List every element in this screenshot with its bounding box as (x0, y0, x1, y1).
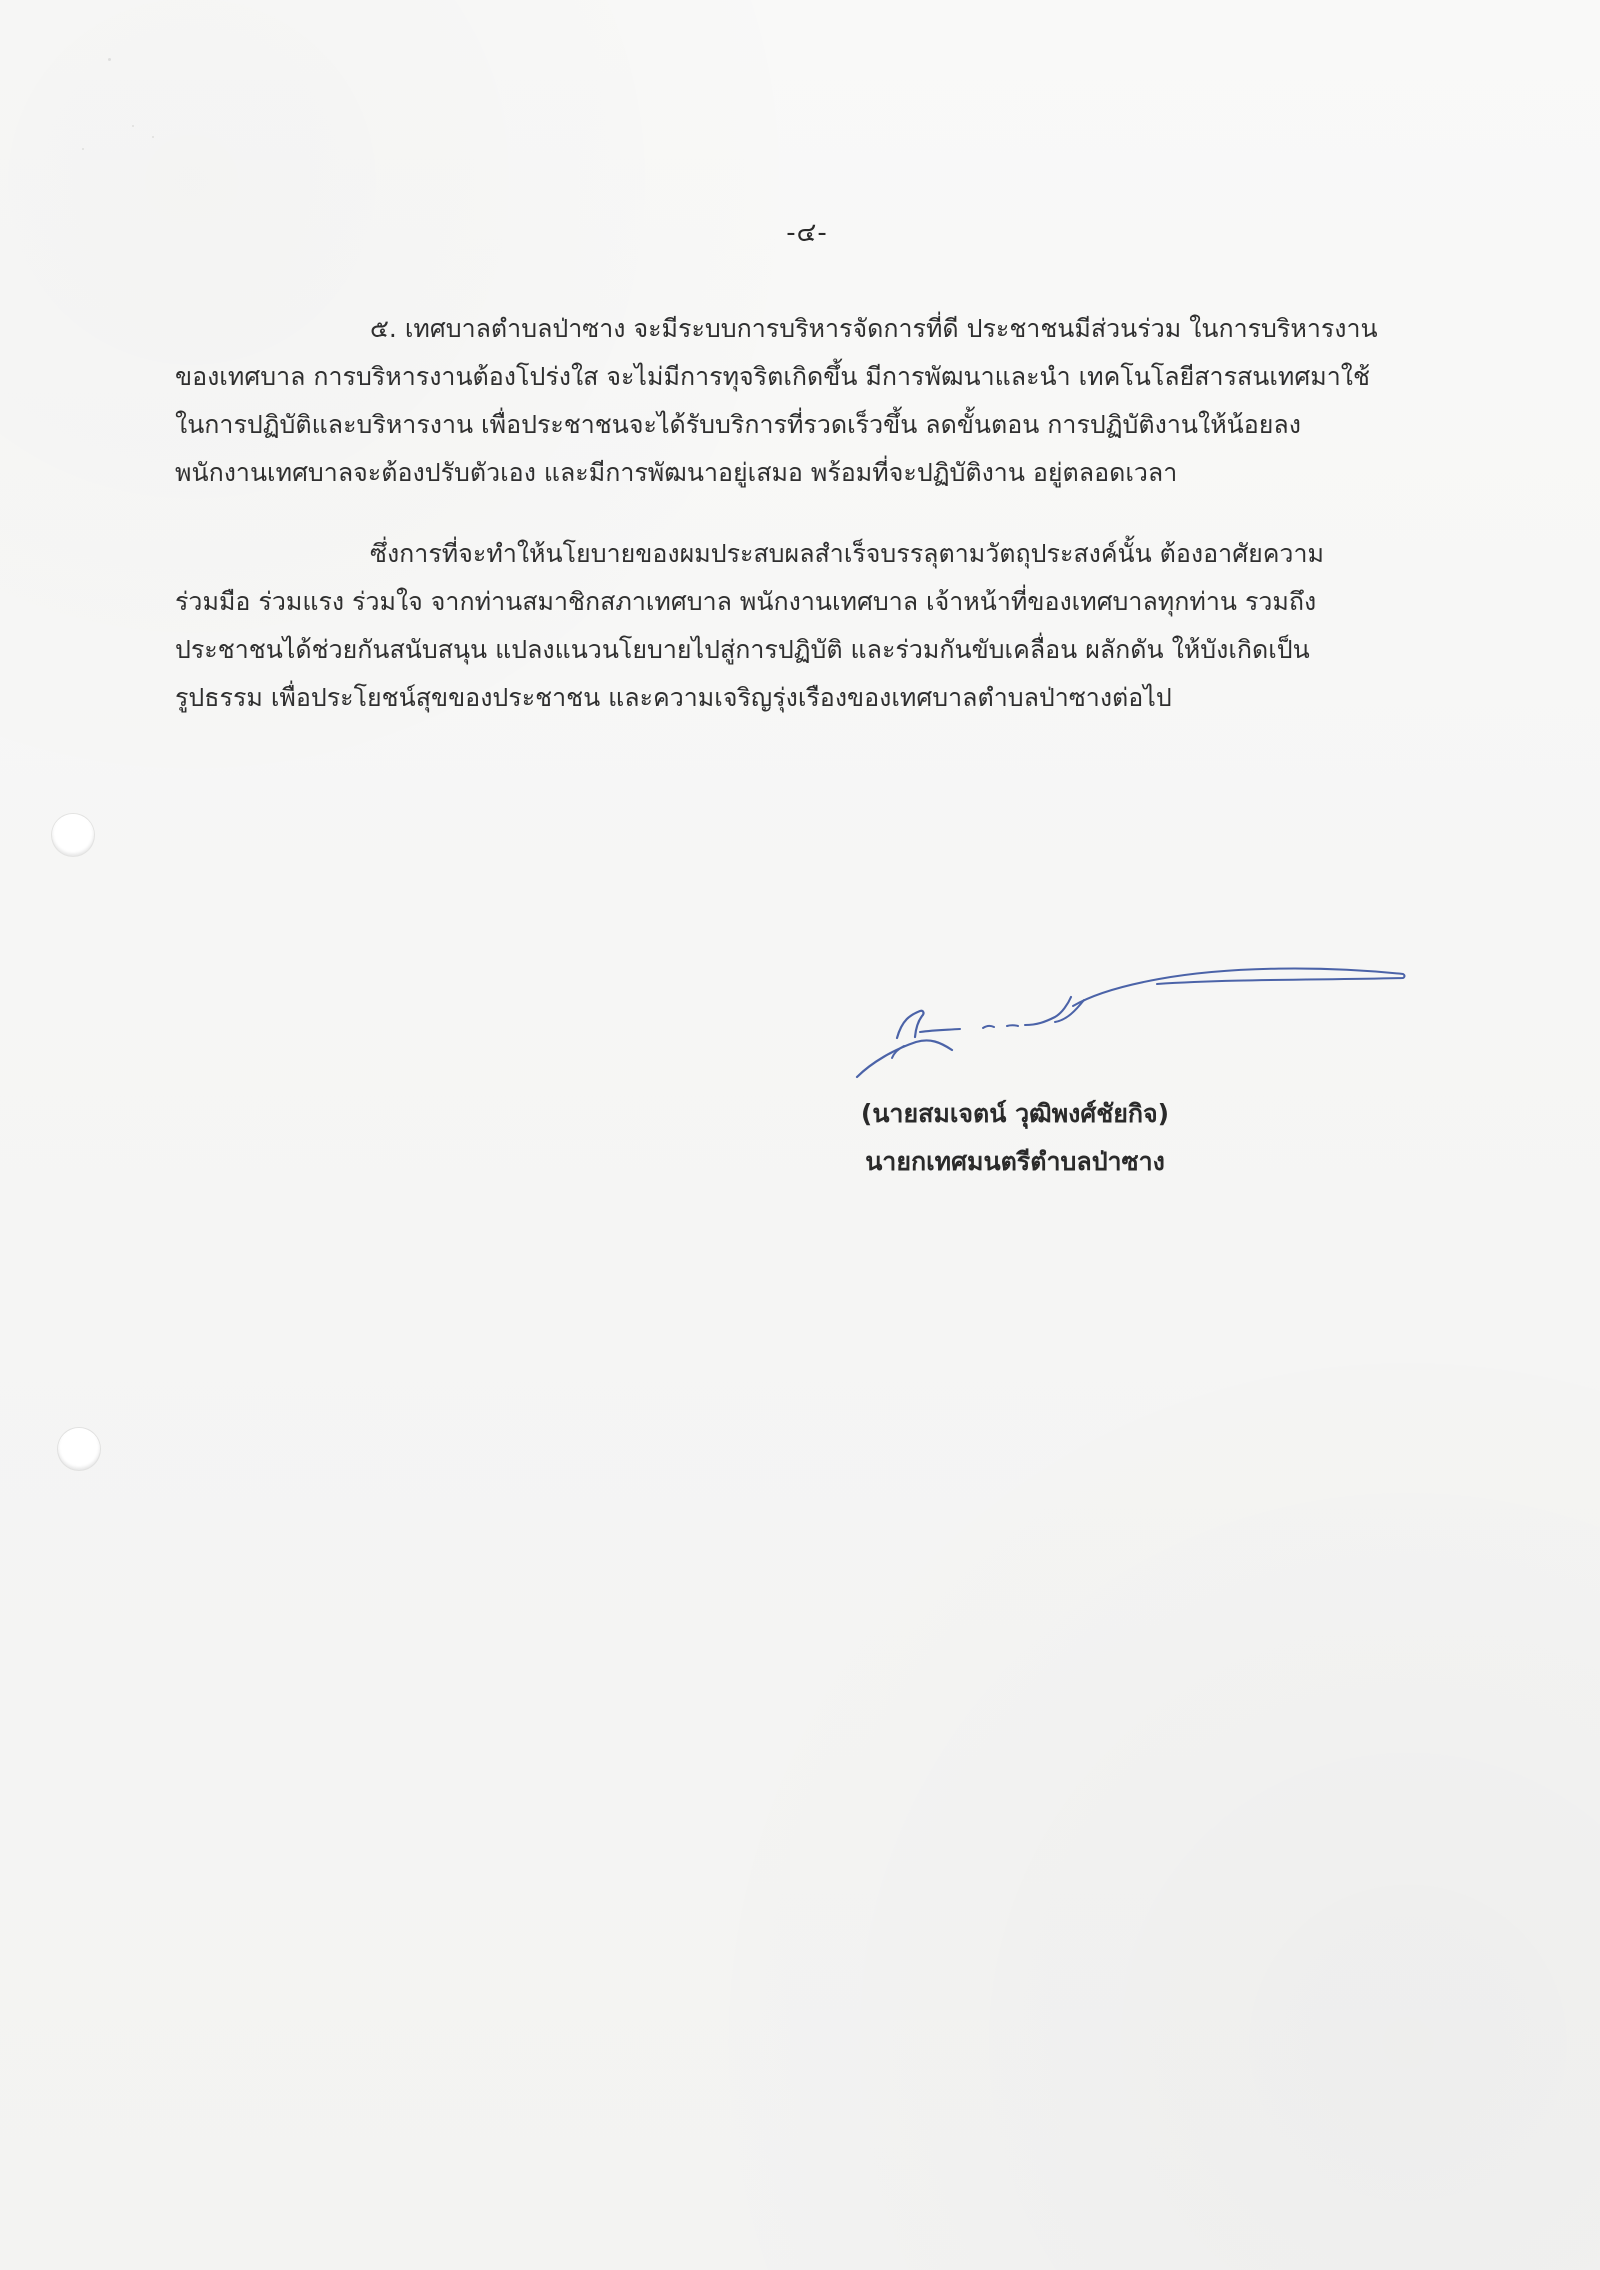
page-number: -๔- (786, 218, 828, 248)
paper-speckle (82, 148, 84, 150)
signer-position: นายกเทศมนตรีตำบลป่าซาง (865, 1147, 1165, 1176)
paragraph-line: ในการปฏิบัติและบริหารงาน เพื่อประชาชนจะได้รับบริการที่รวดเร็วขึ้น ลดขั้นตอน การปฏิบัติงานให้น้อยลง (175, 410, 1301, 439)
paragraph-line: รูปธรรม เพื่อประโยชน์สุขของประชาชน และความเจริญรุ่งเรืองของเทศบาลตำบลป่าซางต่อไป (175, 683, 1172, 712)
signer-name: (นายสมเจตน์ วุฒิพงศ์ชัยกิจ) (860, 1099, 1170, 1128)
punch-hole (58, 1428, 100, 1470)
closing-paragraph (175, 530, 1415, 722)
handwritten-signature (850, 958, 1410, 1098)
paper-speckle (132, 125, 134, 127)
paper-speckle (108, 58, 111, 61)
paragraph-line: ประชาชนได้ช่วยกันสนับสนุน แปลงแนวนโยบายไปสู่การปฏิบัติ และร่วมกันขับเคลื่อน ผลักดัน ให้บังเกิดเป็น (175, 635, 1310, 664)
paragraph-line: ซึ่งการที่จะทำให้นโยบายของผมประสบผลสำเร็จบรรลุตามวัตถุประสงค์นั้น ต้องอาศัยความ (370, 539, 1324, 568)
paragraph-line: พนักงานเทศบาลจะต้องปรับตัวเอง และมีการพัฒนาอยู่เสมอ พร้อมที่จะปฏิบัติงาน อยู่ตลอดเวลา (175, 458, 1178, 487)
paragraph-line: ร่วมมือ ร่วมแรง ร่วมใจ จากท่านสมาชิกสภาเทศบาล พนักงานเทศบาล เจ้าหน้าที่ของเทศบาลทุกท่าน รวมถึง (175, 587, 1317, 616)
punch-hole (52, 814, 94, 856)
paragraph-line: ของเทศบาล การบริหารงานต้องโปร่งใส จะไม่มีการทุจริตเกิดขึ้น มีการพัฒนาและนำ เทคโนโลยีสารสนเทศมาใช้ (175, 362, 1370, 391)
policy-paragraph-5 (175, 305, 1415, 497)
paper-speckle (152, 136, 154, 138)
signer-block (800, 1090, 1230, 1186)
paragraph-line: ๕. เทศบาลตำบลป่าซาง จะมีระบบการบริหารจัดการที่ดี ประชาชนมีส่วนร่วม ในการบริหารงาน (370, 314, 1378, 343)
